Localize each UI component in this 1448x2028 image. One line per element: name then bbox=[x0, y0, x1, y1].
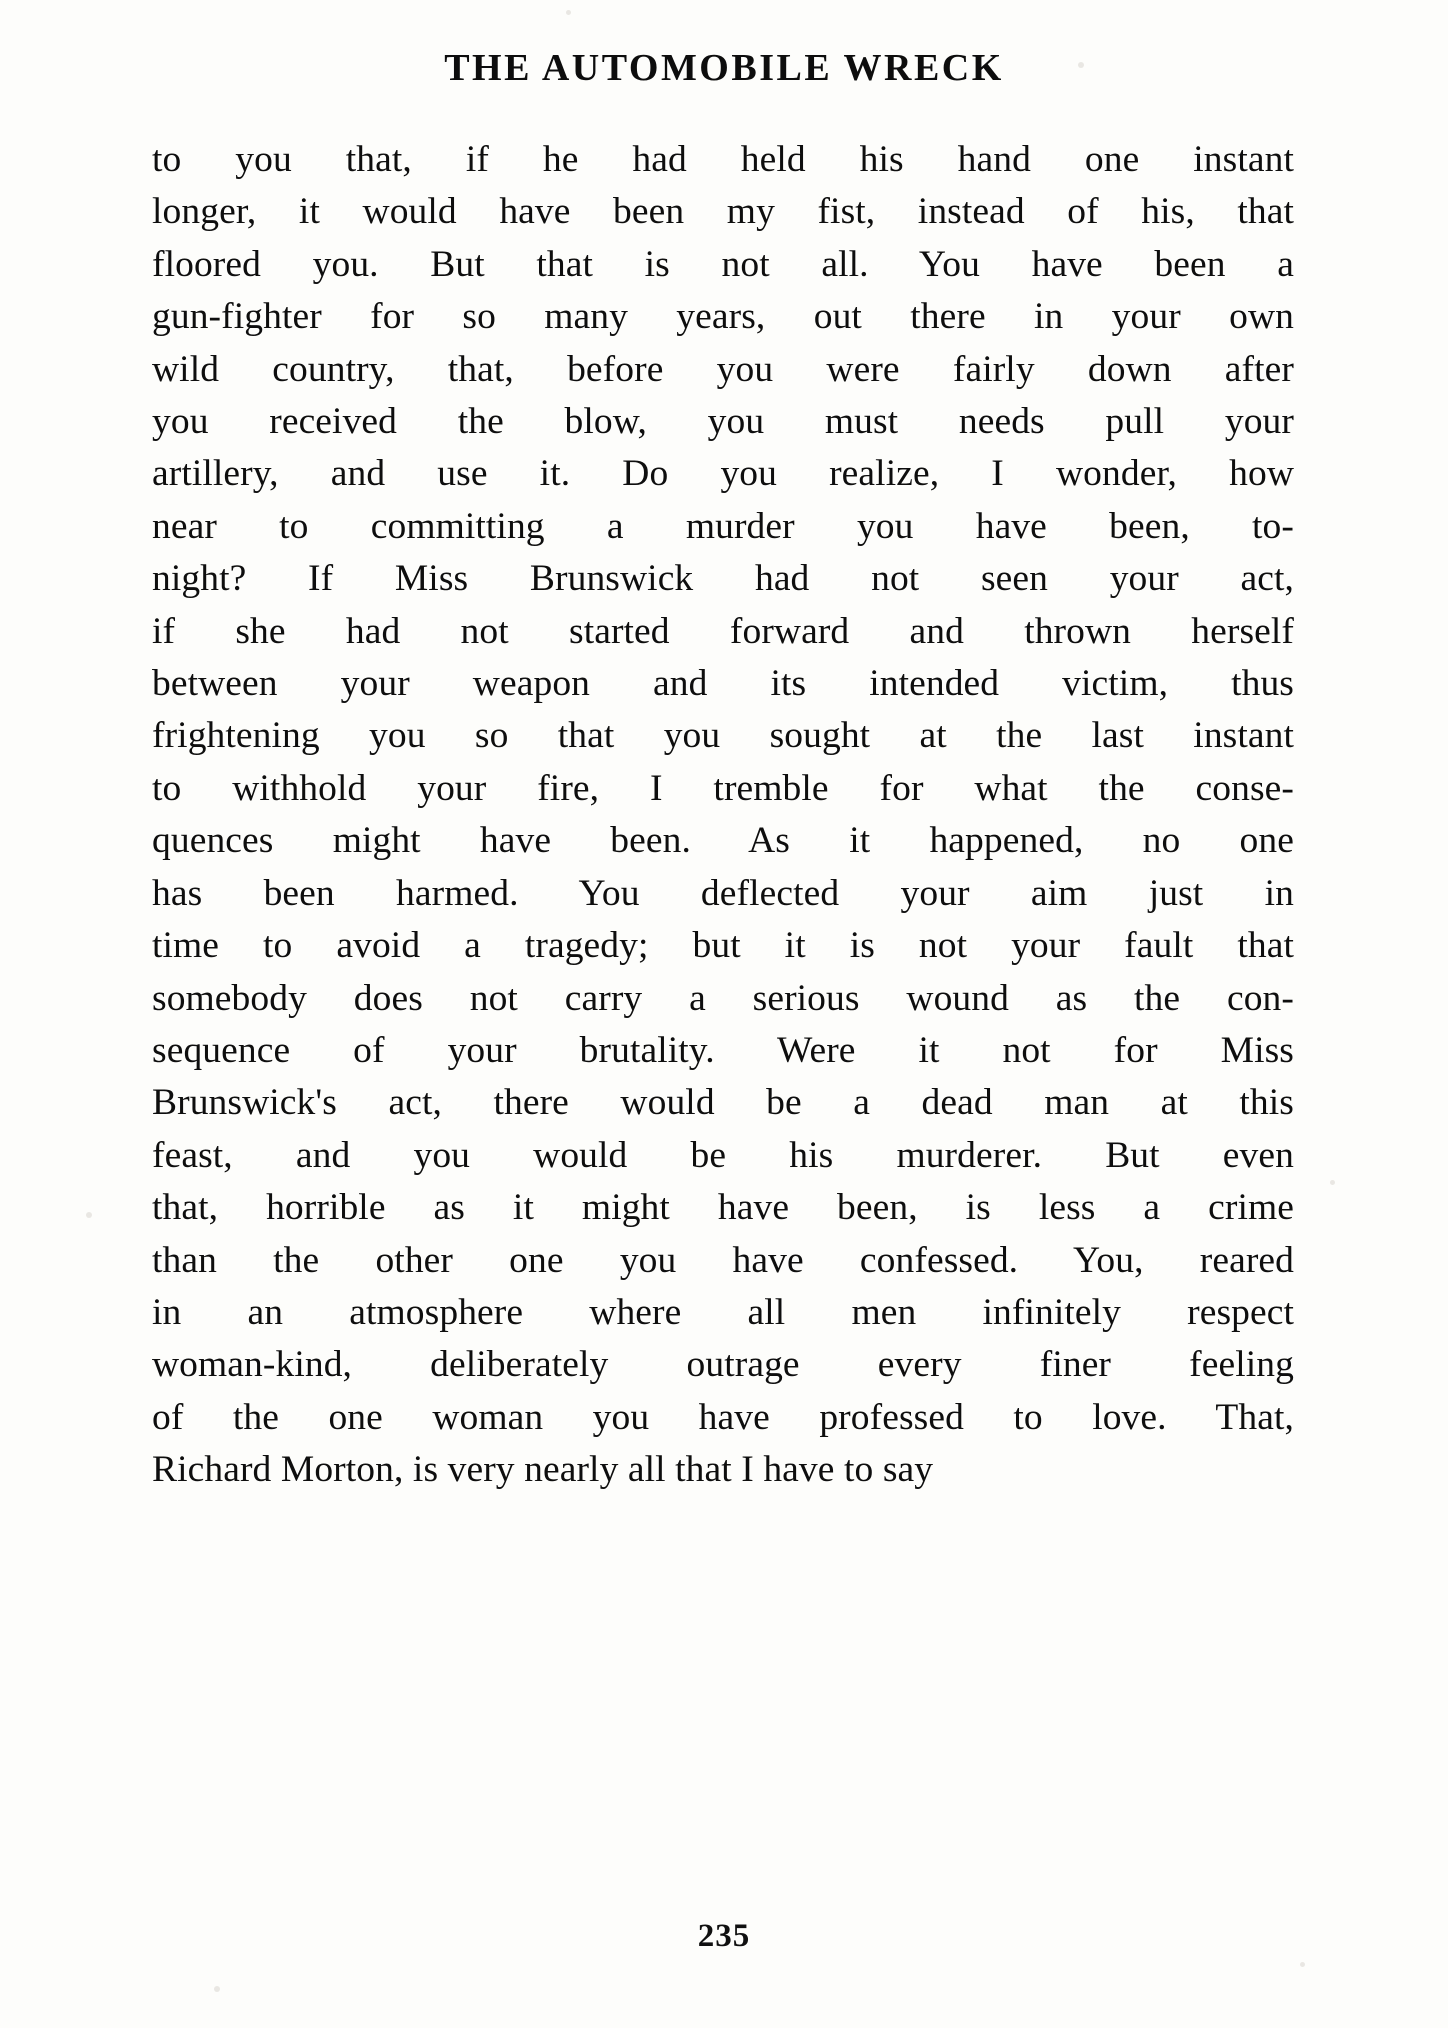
paragraph bbox=[152, 134, 1294, 1497]
paper-speck bbox=[566, 10, 571, 15]
page-number: 235 bbox=[697, 1918, 751, 1954]
paper-speck bbox=[1300, 1962, 1305, 1967]
paper-speck bbox=[1078, 62, 1084, 68]
text-line: to you that, if he had held his hand one instant bbox=[152, 139, 1294, 180]
text-line: floored you. But that is not all. You have been a bbox=[152, 243, 1294, 285]
text-line: has been harmed. You deflected your aim just in bbox=[152, 872, 1294, 914]
running-head: THE AUTOMOBILE WRECK bbox=[444, 47, 1004, 89]
text-line: than the other one you have confessed. You, reared bbox=[152, 1239, 1294, 1281]
text-line: night? If Miss Brunswick had not seen your act, bbox=[152, 558, 1294, 600]
text-line: you received the blow, you must needs pull your bbox=[152, 401, 1294, 443]
text-line: sequence of your brutality. Were it not for Miss bbox=[152, 1029, 1294, 1071]
text-line: of the one woman you have professed to love. That, bbox=[152, 1396, 1294, 1438]
text-line: in an atmosphere where all men infinitely respect bbox=[152, 1291, 1294, 1333]
text-line: quences might have been. As it happened, no one bbox=[152, 820, 1294, 862]
text-line: artillery, and use it. Do you realize, I wonder, how bbox=[152, 453, 1294, 495]
text-line: Brunswick's act, there would be a dead man at this bbox=[152, 1082, 1294, 1124]
text-line: that, horrible as it might have been, is less a crime bbox=[152, 1187, 1294, 1229]
text-line: Richard Morton, is very nearly all that I have to say bbox=[152, 1449, 934, 1491]
text-line: longer, it would have been my fist, instead of his, that bbox=[152, 191, 1294, 233]
text-line: somebody does not carry a serious wound as the con- bbox=[152, 977, 1294, 1019]
paper-speck bbox=[214, 1986, 220, 1992]
text-line: gun-fighter for so many years, out there in your own bbox=[152, 296, 1294, 338]
text-line: if she had not started forward and thrown herself bbox=[152, 610, 1294, 652]
text-line: frightening you so that you sought at the last instant bbox=[152, 715, 1294, 757]
text-line: wild country, that, before you were fairly down after bbox=[152, 348, 1294, 390]
text-line: woman-kind, deliberately outrage every finer feeling bbox=[152, 1344, 1294, 1386]
paper-speck bbox=[1330, 1180, 1335, 1185]
text-line: between your weapon and its intended victim, thus bbox=[152, 663, 1294, 705]
page-body bbox=[152, 134, 1294, 1497]
text-line: near to committing a murder you have been, to- bbox=[152, 505, 1294, 547]
paper-speck bbox=[86, 1212, 92, 1218]
text-line: feast, and you would be his murderer. But even bbox=[152, 1134, 1294, 1176]
text-line: time to avoid a tragedy; but it is not your fault that bbox=[152, 925, 1294, 967]
text-line: to withhold your fire, I tremble for what the conse- bbox=[152, 767, 1294, 809]
